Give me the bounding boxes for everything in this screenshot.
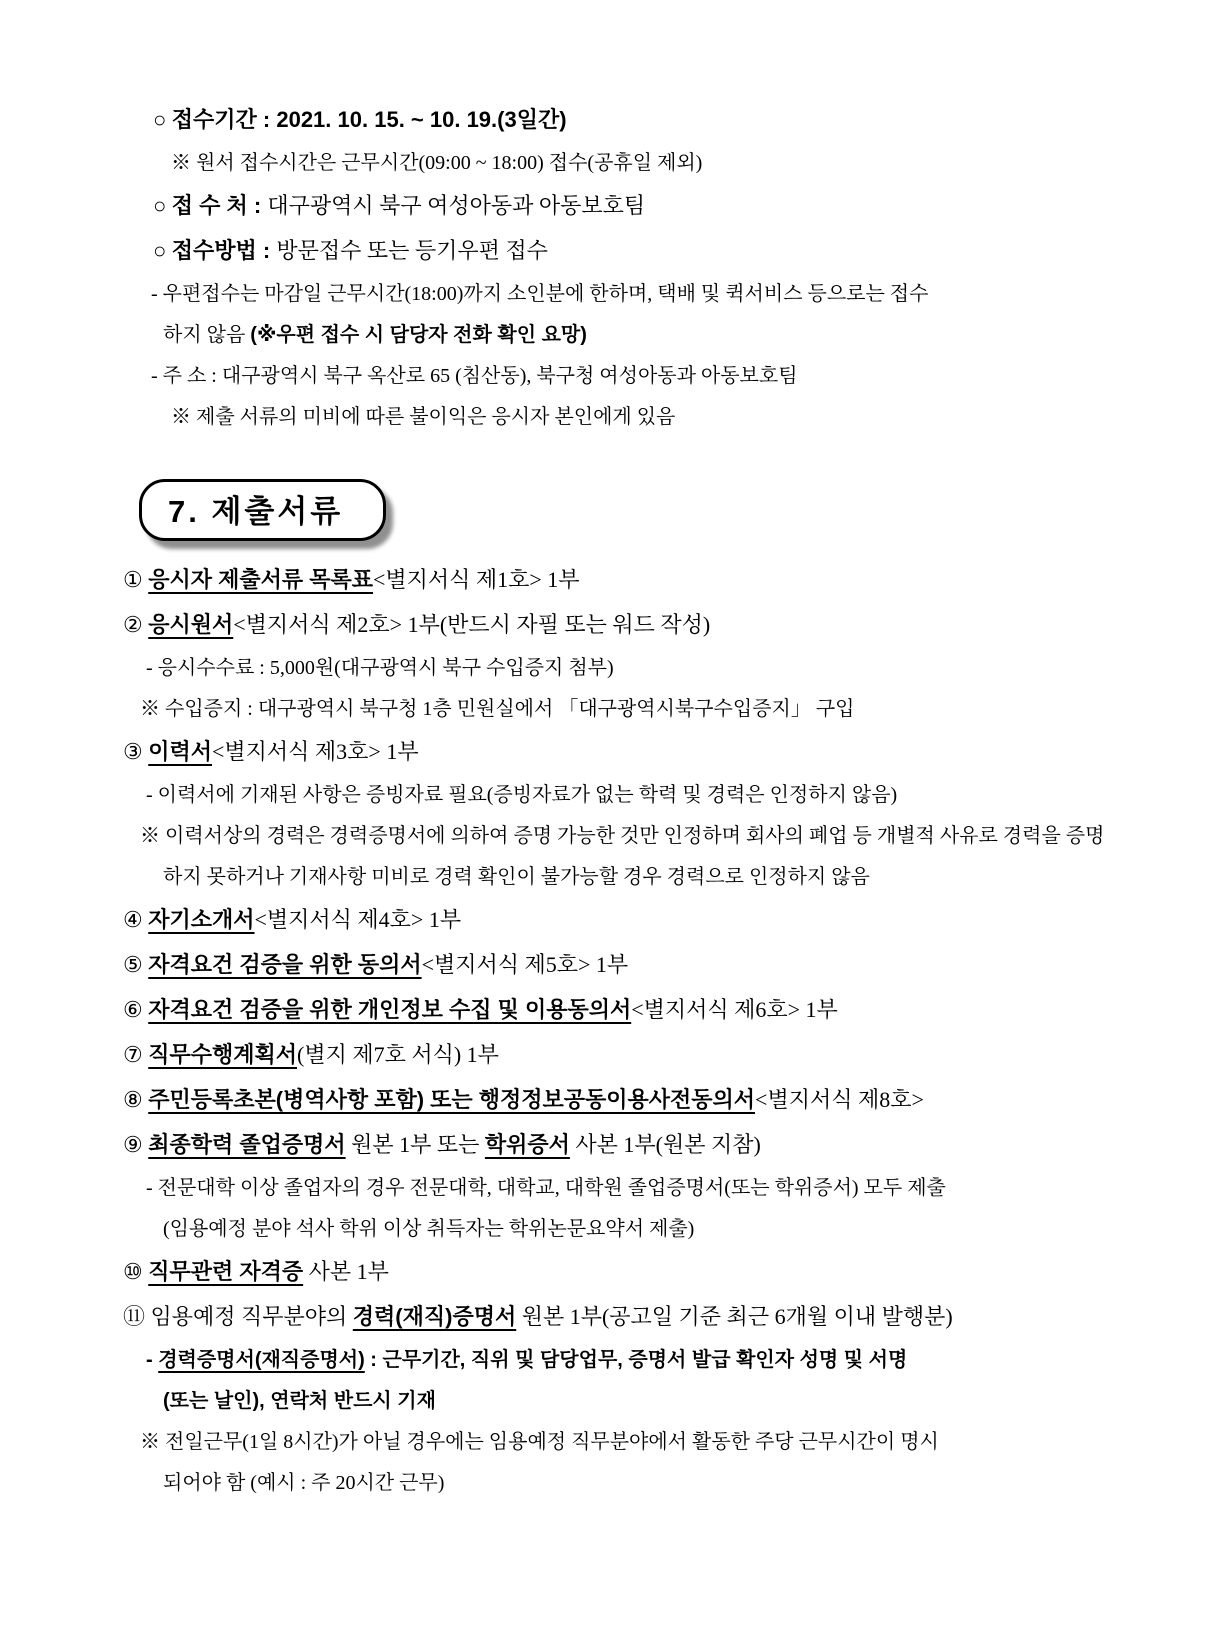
receipt-place-line bbox=[123, 189, 1174, 223]
text-segment: 되어야 함 (예시 : 주 20시간 근무) bbox=[163, 1472, 445, 1494]
item-5-consent bbox=[123, 948, 1174, 982]
list-marker: ⑩ bbox=[123, 1259, 149, 1284]
item-2-stamp-note bbox=[123, 694, 1174, 725]
section-title: 7. 제출서류 bbox=[168, 494, 344, 529]
text-segment: <별지서식 제3호> 1부 bbox=[212, 739, 419, 764]
item-11-fulltime-note-cont bbox=[123, 1468, 1174, 1499]
mail-receipt-note-cont bbox=[123, 320, 1174, 351]
item-11-cert-note-cont bbox=[123, 1386, 1174, 1417]
list-marker: - bbox=[146, 657, 158, 679]
document-deficiency-note bbox=[123, 402, 1174, 433]
item-8-resident-register bbox=[123, 1083, 1174, 1117]
item-10-license bbox=[123, 1255, 1174, 1289]
text-segment: (또는 날인), 연락처 반드시 기재 bbox=[163, 1390, 436, 1412]
text-segment: 이력서에 기재된 사항은 증빙자료 필요(증빙자료가 없는 학력 및 경력은 인정하지 않음) bbox=[157, 784, 898, 806]
text-segment: 우편접수는 마감일 근무시간(18:00)까지 소인분에 한하며, 택배 및 퀵서비스 등으로는 접수 bbox=[162, 283, 929, 305]
text-segment: 사본 1부 bbox=[303, 1259, 389, 1284]
list-marker: ⑨ bbox=[123, 1132, 149, 1157]
text-segment: 방문접수 또는 등기우편 접수 bbox=[276, 238, 548, 263]
text-segment: - bbox=[146, 1349, 159, 1371]
text-segment: ※ 원서 접수시간은 근무시간(09:00 ~ 18:00) 접수(공휴일 제외) bbox=[171, 152, 703, 174]
list-marker: ○ bbox=[153, 238, 172, 263]
list-marker: ⑤ bbox=[123, 952, 149, 977]
text-segment: (임용예정 분야 석사 학위 이상 취득자는 학위논문요약서 제출) bbox=[163, 1218, 695, 1240]
notice-section bbox=[123, 103, 1174, 433]
text-segment: 접수방법 : bbox=[171, 238, 277, 263]
text-segment: 자격요건 검증을 위한 개인정보 수집 및 이용동의서 bbox=[148, 997, 632, 1022]
text-segment: 접수기간 : 2021. 10. 15. ~ 10. 19.(3일간) bbox=[171, 107, 567, 132]
text-segment: 자기소개서 bbox=[148, 907, 255, 932]
section-header-box bbox=[139, 479, 386, 541]
submission-list bbox=[123, 563, 1174, 1499]
text-segment: 경력(재직)증명서 bbox=[352, 1304, 517, 1329]
item-3-resume bbox=[123, 735, 1174, 769]
text-segment: 응시원서 bbox=[148, 612, 234, 637]
text-segment: ※ 전일근무(1일 8시간)가 아닐 경우에는 임용예정 직무분야에서 활동한 주당 근무시간이 명시 bbox=[140, 1431, 939, 1453]
text-segment: 원본 1부(공고일 기준 최근 6개월 이내 발행분) bbox=[516, 1304, 953, 1329]
text-segment: ※ 수입증지 : 대구광역시 북구청 1층 민원실에서 「대구광역시북구수입증지」 구입 bbox=[140, 698, 855, 720]
list-marker: ○ bbox=[153, 193, 172, 218]
item-9-grad-note-cont bbox=[123, 1214, 1174, 1245]
text-segment: 자격요건 검증을 위한 동의서 bbox=[148, 952, 422, 977]
address-line bbox=[123, 361, 1174, 392]
list-marker: ⑧ bbox=[123, 1087, 149, 1112]
section-header-row bbox=[123, 479, 1174, 541]
text-segment: 응시자 제출서류 목록표 bbox=[148, 567, 373, 592]
list-marker: ⑦ bbox=[123, 1042, 149, 1067]
text-segment: ※ 이력서상의 경력은 경력증명서에 의하여 증명 가능한 것만 인정하며 회사의 폐업 등 개별적 사유로 경력을 증명 bbox=[140, 825, 1105, 847]
text-segment: <별지서식 제2호> 1부(반드시 자필 또는 워드 작성) bbox=[233, 612, 711, 637]
receipt-method-line bbox=[123, 234, 1174, 268]
list-marker: ② bbox=[123, 612, 149, 637]
text-segment: 사본 1부(원본 지참) bbox=[569, 1132, 761, 1157]
list-marker: ⑪ bbox=[123, 1304, 151, 1329]
item-6-privacy-consent bbox=[123, 993, 1174, 1027]
text-segment: ※ 제출 서류의 미비에 따른 불이익은 응시자 본인에게 있음 bbox=[171, 406, 676, 428]
list-marker: ⑥ bbox=[123, 997, 149, 1022]
text-segment: <별지서식 제8호> bbox=[755, 1087, 924, 1112]
text-segment: : 근무기간, 직위 및 담당업무, 증명서 발급 확인자 성명 및 서명 bbox=[364, 1349, 908, 1371]
item-1-checklist bbox=[123, 563, 1174, 597]
list-marker: - bbox=[151, 365, 163, 387]
item-9-diploma bbox=[123, 1128, 1174, 1162]
text-segment: <별지서식 제4호> 1부 bbox=[254, 907, 462, 932]
item-11-career-certificate bbox=[123, 1300, 1174, 1334]
list-marker: - bbox=[146, 784, 158, 806]
item-4-self-introduction bbox=[123, 903, 1174, 937]
text-segment: <별지서식 제1호> 1부 bbox=[372, 567, 580, 592]
item-3-career-note bbox=[123, 821, 1174, 852]
text-segment: 학위증서 bbox=[484, 1132, 570, 1157]
receipt-period-line bbox=[123, 103, 1174, 137]
text-segment: 하지 못하거나 기재사항 미비로 경력 확인이 불가능할 경우 경력으로 인정하지 않음 bbox=[163, 866, 870, 888]
mail-receipt-note bbox=[123, 279, 1174, 310]
list-marker: ④ bbox=[123, 907, 149, 932]
text-segment: (※우편 접수 시 담당자 전화 확인 요망) bbox=[250, 324, 587, 346]
item-3-evidence-note bbox=[123, 780, 1174, 811]
text-segment: 원본 1부 또는 bbox=[345, 1132, 485, 1157]
item-11-fulltime-note bbox=[123, 1427, 1174, 1458]
text-segment: 이력서 bbox=[148, 739, 212, 764]
text-segment: 임용예정 직무분야의 bbox=[150, 1304, 353, 1329]
list-marker: - bbox=[151, 283, 163, 305]
list-marker: ① bbox=[123, 567, 149, 592]
text-segment: (별지 제7호 서식) 1부 bbox=[297, 1042, 499, 1067]
item-2-application bbox=[123, 608, 1174, 642]
text-segment: 응시수수료 : 5,000원(대구광역시 북구 수입증지 첨부) bbox=[157, 657, 614, 679]
receipt-time-note bbox=[123, 148, 1174, 179]
text-segment: 접 수 처 : bbox=[171, 193, 268, 218]
text-segment: 대구광역시 북구 여성아동과 아동보호팀 bbox=[267, 193, 646, 218]
text-segment: 경력증명서(재직증명서) bbox=[158, 1349, 365, 1371]
item-3-career-note-cont bbox=[123, 862, 1174, 893]
text-segment: <별지서식 제6호> 1부 bbox=[631, 997, 838, 1022]
text-segment: 주민등록초본(병역사항 포함) 또는 행정정보공동이용사전동의서 bbox=[148, 1087, 756, 1112]
item-2-fee-note bbox=[123, 653, 1174, 684]
text-segment: 하지 않음 bbox=[163, 324, 251, 346]
list-marker: ③ bbox=[123, 739, 149, 764]
text-segment: 직무관련 자격증 bbox=[148, 1259, 304, 1284]
list-marker: - bbox=[146, 1177, 158, 1199]
item-7-work-plan bbox=[123, 1038, 1174, 1072]
text-segment: 직무수행계획서 bbox=[148, 1042, 297, 1067]
item-9-grad-note bbox=[123, 1173, 1174, 1204]
text-segment: 전문대학 이상 졸업자의 경우 전문대학, 대학교, 대학원 졸업증명서(또는 학위증서) 모두 제출 bbox=[157, 1177, 946, 1199]
text-segment: <별지서식 제5호> 1부 bbox=[421, 952, 629, 977]
text-segment: 주 소 : 대구광역시 북구 옥산로 65 (침산동), 북구청 여성아동과 아동보호팀 bbox=[162, 365, 798, 387]
item-11-cert-note bbox=[123, 1345, 1174, 1376]
text-segment: 최종학력 졸업증명서 bbox=[148, 1132, 346, 1157]
list-marker: ○ bbox=[153, 107, 172, 132]
